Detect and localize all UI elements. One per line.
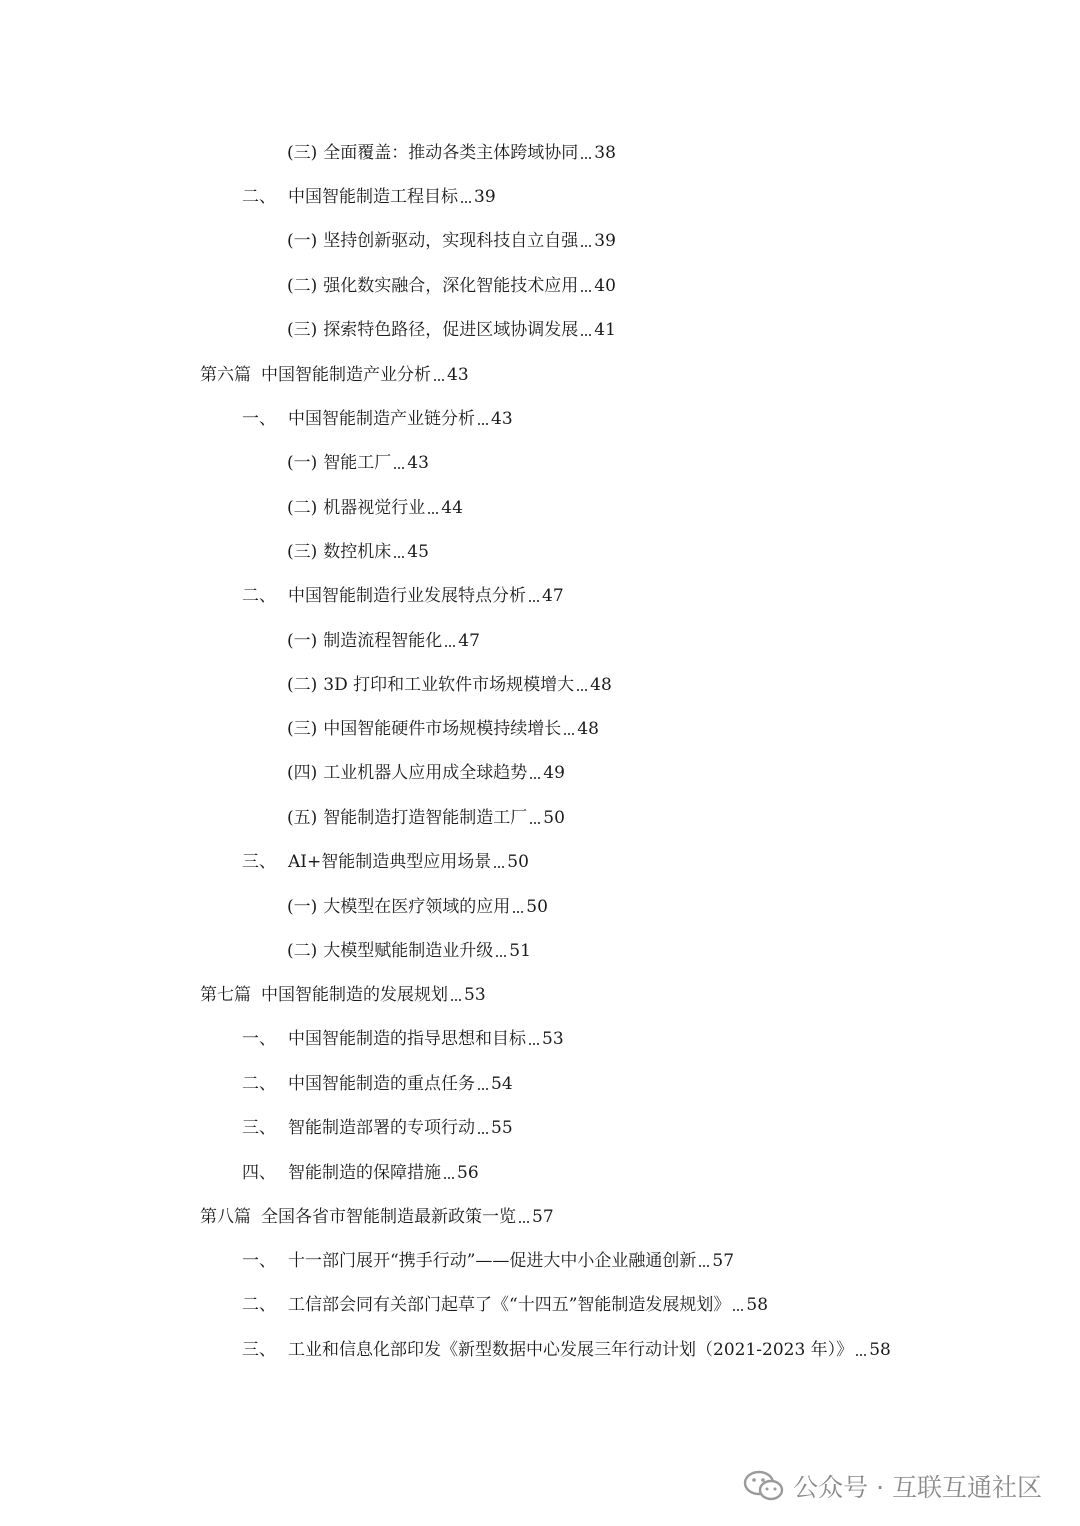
- toc-marker: 二、: [242, 187, 276, 207]
- toc-page-number: 41: [594, 320, 616, 340]
- toc-label: 中国智能制造的重点任务: [288, 1074, 475, 1094]
- toc-marker: 二、: [242, 1295, 276, 1315]
- watermark-text: 公众号 · 互联互通社区: [793, 1473, 1042, 1502]
- toc-marker: 四、: [242, 1163, 276, 1183]
- dot-leader: [494, 866, 504, 868]
- toc-label: 坚持创新驱动，实现科技自立自强: [323, 231, 579, 251]
- toc-label: 3D 打印和工业软件市场规模增大: [323, 675, 575, 695]
- toc-entry[interactable]: [242, 400, 511, 430]
- toc-label: 制造流程智能化: [323, 631, 443, 651]
- dot-leader: [478, 1088, 488, 1090]
- toc-label: 机器视觉行业: [323, 498, 426, 518]
- toc-marker: (三): [287, 719, 318, 739]
- dot-leader: [529, 600, 539, 602]
- dot-leader: [530, 822, 540, 824]
- toc-page-number: 51: [509, 941, 531, 961]
- toc-page-number: 48: [577, 719, 599, 739]
- toc-page-number: 55: [491, 1118, 513, 1138]
- dot-leader: [519, 1221, 529, 1223]
- toc-page-number: 48: [590, 675, 612, 695]
- toc-label: 数控机床: [323, 542, 392, 562]
- toc-marker: (四): [287, 763, 318, 783]
- toc-entry[interactable]: [287, 710, 597, 740]
- toc-entry[interactable]: [287, 267, 614, 297]
- toc-label: 中国智能制造产业分析: [261, 365, 431, 385]
- dot-leader: [478, 423, 488, 425]
- dot-leader: [577, 689, 587, 691]
- dot-leader: [513, 911, 523, 913]
- toc-label: 大模型赋能制造业升级: [323, 941, 494, 961]
- toc-page-number: 47: [458, 631, 480, 651]
- toc-page-number: 50: [526, 897, 548, 917]
- toc-page-number: 58: [746, 1295, 769, 1315]
- toc-entry[interactable]: [287, 134, 614, 164]
- toc-entry[interactable]: [287, 622, 478, 652]
- toc-marker: (二): [287, 276, 318, 296]
- toc-label: 十一部门展开“携手行动”——促进大中小企业融通创新: [288, 1251, 697, 1271]
- toc-page-number: 39: [474, 187, 496, 207]
- toc-label: 探索特色路径，促进区域协调发展: [323, 320, 579, 340]
- wechat-watermark: [743, 1468, 1042, 1504]
- toc-page-number: 58: [869, 1340, 891, 1360]
- toc-marker: 第七篇: [200, 985, 251, 1005]
- toc-label: 中国智能制造行业发展特点分析: [288, 586, 526, 606]
- toc-marker: 第八篇: [200, 1207, 251, 1227]
- toc-label: 工信部会同有关部门起草了《“十四五”智能制造发展规划》: [288, 1295, 731, 1315]
- toc-label: 智能工厂: [323, 453, 392, 473]
- toc-label: 智能制造部署的专项行动: [288, 1118, 475, 1138]
- toc-label: 强化数实融合，深化智能技术应用: [323, 276, 579, 296]
- toc-page-number: 39: [594, 231, 616, 251]
- toc-marker: (三): [287, 143, 318, 163]
- toc-page-number: 43: [447, 365, 469, 385]
- toc-page-number: 47: [542, 586, 564, 606]
- toc-entry[interactable]: [287, 888, 546, 918]
- toc-page-number: 56: [457, 1163, 479, 1183]
- dot-leader: [478, 1132, 488, 1134]
- dot-leader: [581, 245, 591, 247]
- toc-page-number: 53: [542, 1029, 564, 1049]
- toc-marker: (一): [287, 631, 318, 651]
- toc-page-number: 50: [543, 808, 565, 828]
- toc-page-number: 57: [532, 1207, 554, 1227]
- dot-leader: [699, 1265, 709, 1267]
- toc-marker: 一、: [242, 1029, 276, 1049]
- toc-page-number: 44: [441, 498, 463, 518]
- toc-page-number: 45: [407, 542, 429, 562]
- toc-page-number: 43: [491, 409, 513, 429]
- toc-entry[interactable]: [242, 1154, 477, 1184]
- toc-page-number: 54: [491, 1074, 513, 1094]
- toc-label: 中国智能制造工程目标: [288, 187, 458, 207]
- dot-leader: [733, 1309, 743, 1311]
- toc-entry[interactable]: [200, 976, 484, 1006]
- toc-marker: 二、: [242, 586, 276, 606]
- toc-entry[interactable]: [242, 1286, 769, 1316]
- toc-label: 智能制造的保障措施: [288, 1163, 441, 1183]
- toc-marker: 三、: [242, 1340, 276, 1360]
- dot-leader: [434, 379, 444, 381]
- toc-label: 智能制造打造智能制造工厂: [323, 808, 528, 828]
- toc-entry[interactable]: [287, 444, 427, 474]
- toc-entry[interactable]: [287, 932, 529, 962]
- dot-leader: [564, 733, 574, 735]
- dot-leader: [451, 999, 461, 1001]
- toc-label: AI+智能制造典型应用场景: [288, 852, 492, 872]
- toc-entry[interactable]: [242, 843, 527, 873]
- toc-marker: (二): [287, 498, 318, 518]
- dot-leader: [581, 290, 591, 292]
- toc-entry[interactable]: [287, 799, 563, 829]
- dot-leader: [444, 1177, 454, 1179]
- toc-label: 大模型在医疗领域的应用: [323, 897, 511, 917]
- dot-leader: [529, 1043, 539, 1045]
- toc-marker: (二): [287, 675, 318, 695]
- toc-label: 全面覆盖：推动各类主体跨域协同: [323, 143, 579, 163]
- toc-marker: (三): [287, 542, 318, 562]
- toc-page-number: 57: [712, 1251, 735, 1271]
- toc-marker: 三、: [242, 1118, 276, 1138]
- toc-entry[interactable]: [242, 1020, 562, 1050]
- toc-page-number: 50: [507, 852, 529, 872]
- toc-marker: 第六篇: [200, 365, 251, 385]
- dot-leader: [445, 645, 455, 647]
- dot-leader: [581, 334, 591, 336]
- toc-entry[interactable]: [200, 1198, 552, 1228]
- toc-label: 全国各省市智能制造最新政策一览: [261, 1207, 516, 1227]
- toc-marker: 二、: [242, 1074, 276, 1094]
- dot-leader: [530, 777, 540, 779]
- toc-entry[interactable]: [287, 311, 614, 341]
- dot-leader: [428, 512, 438, 514]
- toc-entry[interactable]: [287, 489, 461, 519]
- toc-page-number: 43: [407, 453, 429, 473]
- toc-page-number: 40: [594, 276, 616, 296]
- toc-entry[interactable]: [242, 1331, 889, 1361]
- toc-entry[interactable]: [287, 666, 610, 696]
- toc-marker: (二): [287, 941, 318, 961]
- toc-label: 中国智能硬件市场规模持续增长: [323, 719, 562, 739]
- toc-entry[interactable]: [200, 356, 467, 386]
- toc-label: 中国智能制造的指导思想和目标: [288, 1029, 526, 1049]
- toc-entry[interactable]: [242, 1065, 511, 1095]
- dot-leader: [394, 467, 404, 469]
- dot-leader: [394, 556, 404, 558]
- toc-label: 中国智能制造的发展规划: [261, 985, 448, 1005]
- toc-entry[interactable]: [242, 577, 562, 607]
- toc-marker: (五): [287, 808, 318, 828]
- toc-marker: (三): [287, 320, 318, 340]
- toc-label: 中国智能制造产业链分析: [288, 409, 475, 429]
- wechat-icon: [743, 1469, 785, 1503]
- toc-marker: 一、: [242, 1251, 276, 1271]
- toc-page-number: 53: [464, 985, 486, 1005]
- dot-leader: [581, 157, 591, 159]
- toc-marker: 一、: [242, 409, 276, 429]
- toc-page-number: 38: [594, 143, 616, 163]
- toc-entry[interactable]: [242, 1109, 511, 1139]
- toc-entry[interactable]: [287, 533, 427, 563]
- toc-marker: 三、: [242, 852, 276, 872]
- toc-marker: (一): [287, 453, 318, 473]
- toc-label: 工业机器人应用成全球趋势: [323, 763, 528, 783]
- toc-entry[interactable]: [242, 178, 494, 208]
- toc-label: 工业和信息化部印发《新型数据中心发展三年行动计划（2021-2023 年）》: [288, 1340, 854, 1360]
- toc-page-number: 49: [543, 763, 565, 783]
- toc-entry[interactable]: [242, 1242, 735, 1272]
- dot-leader: [461, 201, 471, 203]
- dot-leader: [856, 1354, 866, 1356]
- toc-marker: (一): [287, 231, 318, 251]
- toc-marker: (一): [287, 897, 318, 917]
- dot-leader: [496, 955, 506, 957]
- toc-entry[interactable]: [287, 222, 614, 252]
- toc-entry[interactable]: [287, 754, 563, 784]
